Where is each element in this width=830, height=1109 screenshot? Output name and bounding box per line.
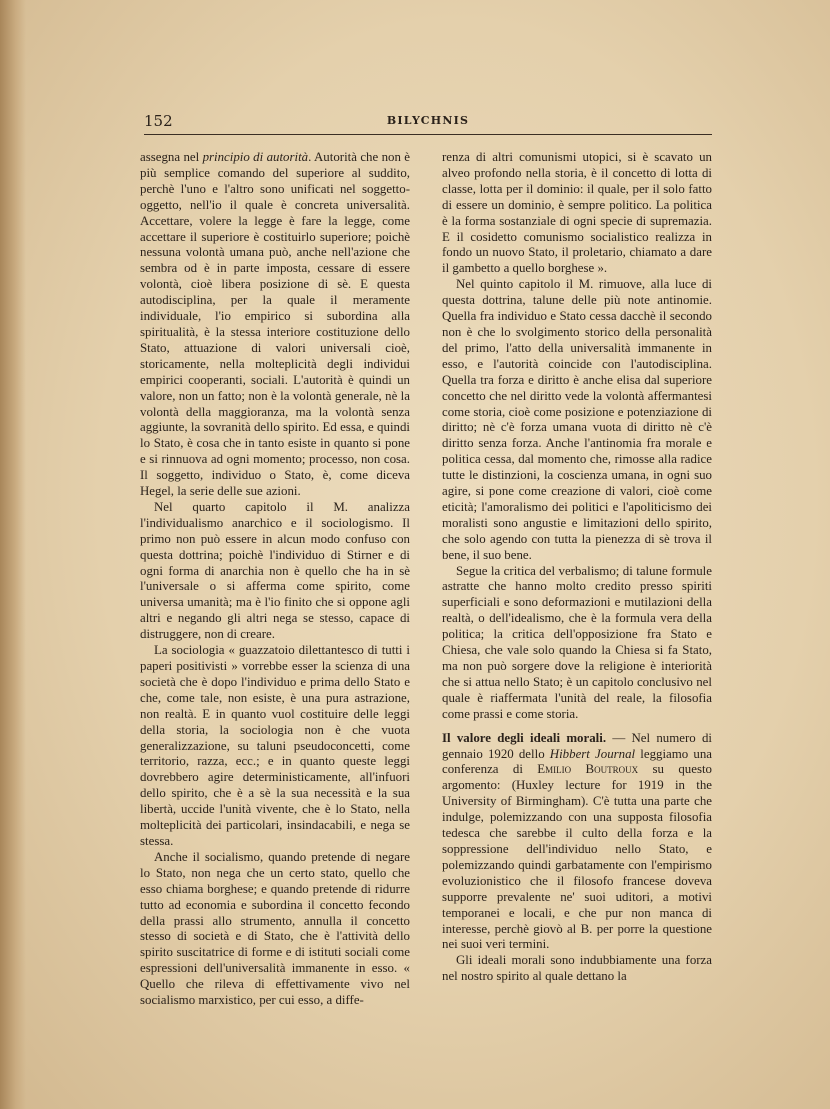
text-run: . Autorità che non è più semplice comando del superiore al suddito, perchè l'uno e l'altro sono unificati nel soggetto-oggetto, nell'io il quale è concreta universalità. Accettare, volere la legge è fare la legge, come accettare il superiore è costituirlo superiore; poichè nessuna volontà umana può, anche nell'azione che sembra od è in parte imposta, cessare di essere volontà, cioè libera posizione di sè. E questa autodisciplina, per la quale il meramente individuale, l'io empirico si subordina alla spiritualità, è la stessa interiore costituzione dello Stato, attuazione di valori universali cioè, storicamente, nella molteplicità degli individui empirici cooperanti, sociali. L'autorità è quindi un valore, non un fatto; non è la volontà generale, nè la volontà della maggioranza, ma la volontà senza aggiunte, la sovranità dello spirito. Ed essa, e quindi lo Stato, è cosa che in tanto esiste in quanto si pone e si rinnuova ad ogni momento; processo, non cosa. Il soggetto, individuo o Stato, è, come diceva Hegel, la serie delle sue azioni. [140,150,410,499]
text-run: assegna nel [140,150,203,164]
left-column [140,150,410,1009]
right-paragraph-5: Gli ideali morali sono indubbiamente una forza nel nostro spirito al quale dettano la [442,953,712,984]
left-paragraph-4: Anche il socialismo, quando pretende di negare lo Stato, non nega che un certo stato, quello che esso chiama borghese; e quando pretende di ridurre tutto ad economia e subordina il concetto fecondo della prassi allo strumento, annulla il concetto stesso di società e di Stato, che è l'attività dello spirito suscitatrice di forme e di istituti sociali come espressioni dell'universalità immanente in esso. « Quello che rileva di effettivamente vivo nel socialismo marxistico, per cui esso, a diffe- [140,849,410,1008]
text-run: leggiamo una conferenza di [442,746,712,777]
italic-phrase: principio di autorità [202,150,309,164]
right-paragraph-2: Nel quinto capitolo il M. rimuove, alla luce di questa dottrina, talune delle più note antinomie. Quella fra individuo e Stato cessa dacchè il secondo non è che lo svolgimento storico della personalità del primo, l'atto della universalità immanente in esso, e l'autorità coincide con l'autodisciplina. Quella tra forza e diritto è anche elisa dal superiore concetto che nel diritto vede la volontà affermantesi come storia, cioè come posizione e potenziazione di diritto; nè c'è forza umana vuota di diritto nè c'è diritto senza forza. Anche l'antinomia fra morale e politica cessa, dal momento che, rimosse alla radice tutte le distinzioni, la coscienza umana, in ogni suo agire, si pone come creazione di valori, cioè come eticità; l'amoralismo dei politici e l'apoliticismo dei moralisti sono angustie e limitazioni dello spirito, che solo agendo con tutta la pienezza di sè trova il bene, il suo bene. [442,277,712,562]
right-paragraph-3: Segue la critica del verbalismo; di talune formule astratte che hanno molto credito presso spiriti superficiali e sono deformazioni e mutilazioni della realtà, o dell'idealismo, che è la formula vera della politica; la critica dell'opposizione fra Stato e Chiesa, che vale solo quando la Chiesa si fa Stato, ma non può sorgere dove la religione è interiorità che si attua nello Stato; è un capitolo conclusivo nel quale è riaffermata l'unità del reale, la filosofia come prassi e come storia. [442,563,712,721]
section-paragraph-ideali-morali [442,731,712,954]
page-binding-shadow [0,0,26,1109]
text-run: su questo argomento: (Huxley lecture for 1919 in the University of Birmingham). C'è tutta una parte che indulge, polemizzando con una supposta filosofia tedesca che sarebbe il culto della forza e la soppressione dell'individuo nello Stato, e polemizzando quindi garbatamente con l'empirismo evoluzionistico che il filosofo francese doveva supporre prevalente ne' suoi uditori, a motivi temporanei e locali, e che pur non manca di interesse, perchè giovò al B. per porre la questione nei suoi veri termini. [442,762,712,952]
page-number: 152 [144,112,173,130]
running-title: BILYCHNIS [386,114,470,127]
left-paragraph-3: La sociologia « guazzatoio dilettantesco di tutti i paperi positivisti » vorrebbe esser la scienza di una società che è dopo l'individuo e prima dello Stato e che, come tale, non esiste, è una pura astrazione, non realtà. E in quanto vuol costituire delle leggi della storia, la sociologia non è che vuota generalizzazione, su taluni pseudoconcetti, come territorio, razza, ecc.; e in quanto queste leggi dovrebbero agire deterministicamente, all'infuori dello spirito, che è a sè la sua necessità e la sua libertà, uccide l'unità vivente, che è lo Stato, nella molteplicità dei particolari, insindacabili, e nega se stessa. [140,643,410,848]
left-paragraph-1 [140,150,410,500]
journal-title: Hibbert Journal [549,746,636,761]
author-name: Emilio Boutroux [537,762,639,777]
page-header [144,110,712,135]
left-paragraph-2: Nel quarto capitolo il M. analizza l'individualismo anarchico e il sociologismo. Il primo non può essere in alcun modo confuso con questa dottrina; poichè l'individuo di Stirner e di ogni forma di anarchia non è quello che ha in sè l'universale o si afferma come spirito, come universa umanità; ma è l'io finito che si oppone agli altri e negando gli altri nega se stesso, capace di distruggere, non di creare. [140,499,410,642]
text-run: — Nel numero di gennaio 1920 dello [442,730,712,761]
right-column [442,150,712,985]
right-paragraph-1: renza di altri comunismi utopici, si è scavato un alveo profondo nella storia, è il concetto di lotta di classe, lotta per il dominio: il quale, per il solo fatto di essere un dominio, è sempre politico. La politica è la forma sostanziale di ogni specie di supremazia. E il cosidetto comunismo socialistico realizza in fondo un nuovo Stato, il proletario, chiamato a dare il gambetto a quello borghese ». [442,150,712,276]
section-heading: Il valore degli ideali morali. [442,730,607,745]
